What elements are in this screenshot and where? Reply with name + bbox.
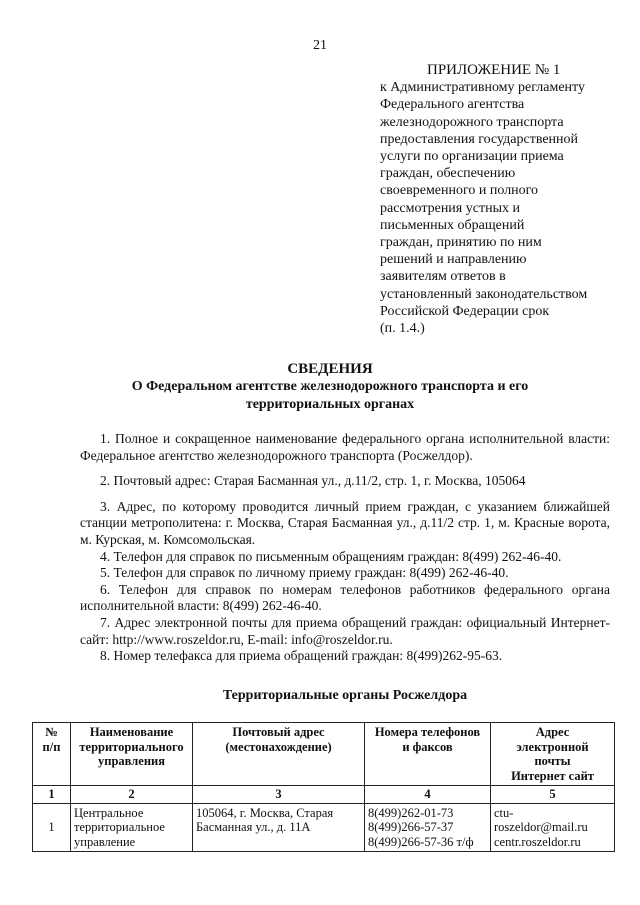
header-num: № п/п (33, 723, 71, 786)
info-item-4: 4. Телефон для справок по письменным обращениям граждан: 8(499) 262-46-40. (100, 548, 562, 564)
info-item-6: 6. Телефон для справок по номерам телефонов работников федерального органа исполнительной власти: 8(499) 262-46-40. (80, 581, 610, 614)
heading-subtitle-line1: О Федеральном агентстве железнодорожного транспорта и его (131, 379, 529, 394)
heading-subtitle-line2: территориальных органах (245, 397, 415, 412)
column-number: 1 (33, 786, 71, 804)
appendix-line: решений и направлению (380, 252, 527, 268)
column-number-row (33, 786, 615, 804)
header-address: Почтовый адрес (местонахождение) (193, 723, 365, 786)
appendix-line: установленный законодательством (380, 286, 588, 302)
row-address: 105064, г. Москва, Старая Басманная ул., д. 11А (193, 803, 365, 852)
row-num: 1 (33, 803, 71, 852)
column-number: 2 (71, 786, 193, 804)
header-name: Наименование территориального управления (71, 723, 193, 786)
row-name: Центральное территориальное управление (71, 803, 193, 852)
appendix-line: к Административному регламенту (380, 80, 585, 96)
info-list (80, 431, 610, 665)
column-number: 5 (491, 786, 615, 804)
table-header-row (33, 723, 615, 786)
appendix-line: письменных обращений (380, 217, 525, 233)
info-item-2: 2. Почтовый адрес: Старая Басманная ул., д.11/2, стр. 1, г. Москва, 105064 (100, 473, 526, 489)
row-phones: 8(499)262-01-73 8(499)266-57-37 8(499)266-57-36 т/ф (365, 803, 491, 852)
appendix-line: заявителям ответов в (380, 269, 506, 285)
appendix-line: Федерального агентства (380, 97, 525, 113)
appendix-line: Российской Федерации срок (380, 303, 550, 319)
column-number: 4 (365, 786, 491, 804)
info-item-5: 5. Телефон для справок по личному приему граждан: 8(499) 262-46-40. (100, 565, 509, 581)
info-item-3: 3. Адрес, по которому проводится личный прием граждан, с указанием ближайшей станции метрополитена: г. Москва, Старая Басманная ул., д.11/2 стр. 1, м. Красные ворота, м. Курская, м. Комсомольская. (80, 498, 610, 547)
appendix-line: железнодорожного транспорта (380, 114, 564, 130)
appendix-line: рассмотрения устных и (380, 200, 520, 216)
header-email: Адрес электронной почты Интернет сайт (491, 723, 615, 786)
header-phones: Номера телефонов и факсов (365, 723, 491, 786)
appendix-line: (п. 1.4.) (380, 321, 425, 337)
appendix-line: своевременного и полного (380, 183, 539, 199)
column-number: 3 (193, 786, 365, 804)
appendix-line: граждан, принятию по ним (380, 235, 542, 251)
heading-title: СВЕДЕНИЯ (287, 361, 373, 377)
table-title: Территориальные органы Росжелдора (222, 688, 468, 703)
info-item-8: 8. Номер телефакса для приема обращений граждан: 8(499)262-95-63. (100, 648, 503, 664)
appendix-line: услуги по организации приема (380, 149, 564, 165)
table-row (33, 803, 615, 852)
appendix-block (380, 62, 620, 337)
row-email: ctu- roszeldor@mail.ru centr.roszeldor.ru (491, 803, 615, 852)
appendix-line: предоставления государственной (380, 131, 579, 147)
info-item-7: 7. Адрес электронной почты для приема обращений граждан: официальный Интернет-сайт: http://www.roszeldor.ru, E-mail: info@roszeldor.ru. (80, 614, 610, 647)
territorial-bodies-table (32, 722, 615, 852)
document-heading (40, 360, 620, 414)
page-number: 21 (313, 38, 327, 53)
info-item-1: 1. Полное и сокращенное наименование федерального органа исполнительной власти: Федеральное агентство железнодорожного транспорта (Росжелдор). (80, 431, 610, 463)
appendix-title: ПРИЛОЖЕНИЕ № 1 (427, 62, 561, 78)
appendix-line: граждан, обеспечению (380, 166, 516, 182)
